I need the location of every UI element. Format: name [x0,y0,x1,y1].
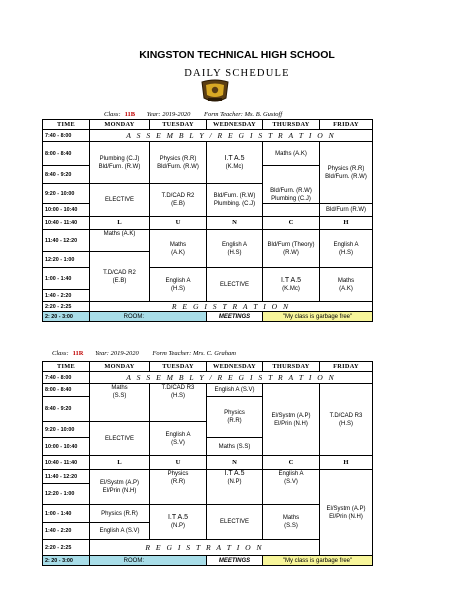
header-monday: MONDAY [90,120,150,130]
lunch-letter: U [150,456,207,470]
assembly-band: A S S E M B L Y / R E G I S T R A T I O N [90,372,373,384]
time-slot: 2:20 - 2:25 [43,302,90,312]
time-slot: 11:40 - 12:20 [43,230,90,252]
header-time: TIME [43,120,90,130]
class-cell: English A (H.S) [207,230,263,268]
class-cell: Maths (A.K) [90,230,150,252]
s2-teacher-value: Mrs. C. Graham [192,350,236,357]
header-wednesday: WEDNESDAY [207,120,263,130]
room-field: ROOM: [90,556,207,566]
time-slot: 1:00 - 1:40 [43,505,90,523]
time-slot: 1:00 - 1:40 [43,268,90,290]
class-motto: "My class is garbage free" [263,556,373,566]
class-cell: Physics (R.R) [207,397,263,438]
s1-teacher-label: Form Teacher: [204,111,243,118]
class-cell: English A (S.V) [207,384,263,397]
schedule-table-11r [42,361,373,566]
time-slot: 11:40 - 12:20 [43,470,90,484]
meetings-label: MEETINGS [207,556,263,566]
class-cell: T.D/CAD R3 (H.S) [320,384,373,456]
s1-class-label: Class: [104,111,121,118]
s1-year-label: Year: [146,111,161,118]
header-friday: FRIDAY [320,120,373,130]
time-slot: 1:40 - 2:20 [43,523,90,540]
time-slot: 2: 20 - 3:00 [43,312,90,322]
s1-year-value: 2019-2020 [162,111,191,118]
time-slot: 1:40 - 2:20 [43,290,90,302]
lunch-letter: U [150,217,207,230]
time-slot: 10:40 - 11:40 [43,456,90,470]
time-slot: 8:00 - 8:40 [43,142,90,166]
assembly-band: A S S E M B L Y / R E G I S T R A T I O N [90,130,373,142]
class-cell: English A (S.V) [90,523,150,540]
class-cell: Bld/Furn. (R.W) Plumbing. (C.J) [207,184,263,217]
class-cell: Bld/Furn (R.W) [320,204,373,217]
class-cell: Maths (S.S) [263,505,320,540]
class-cell: Maths (A.K) [263,142,320,166]
s1-class-value: 11B [124,111,136,118]
header-tuesday: TUESDAY [150,120,207,130]
lunch-letter: N [207,217,263,230]
meetings-label: MEETINGS [207,312,263,322]
s2-class-info [52,350,236,357]
lunch-letter: N [207,456,263,470]
school-crest-icon [197,79,233,104]
time-slot: 8:40 - 9:20 [43,397,90,422]
page-subtitle: DAILY SCHEDULE [184,68,290,79]
time-slot: 2: 20 - 3:00 [43,556,90,566]
empty-cell [263,204,320,217]
class-cell: English A (H.S) [320,230,373,268]
class-cell: English A (S.V) [150,422,207,456]
class-cell: Physics (R.R) Bld/Furn. (R.W) [150,142,207,184]
class-cell: T.D/CAD R3 (H.S) [150,384,207,422]
header-tuesday: TUESDAY [150,362,207,372]
time-slot: 9:20 - 10:00 [43,422,90,438]
registration-band: R E G I S T R A T I O N [90,302,373,312]
class-cell: El/Systm (A.P) El/Prin (N.H) [90,470,150,505]
time-slot: 12:20 - 1:00 [43,484,90,505]
time-slot: 8:00 - 8:40 [43,384,90,397]
class-cell: Maths (A.K) [150,230,207,268]
time-slot: 2:20 - 2:25 [43,540,90,556]
registration-band: R E G I S T R A T I O N [90,540,320,556]
class-cell: I.T A.5 (K.Mc) [263,268,320,302]
class-cell: English A (S.V) [263,470,320,505]
class-cell: Bld/Furn. (R.W) Plumbing (C.J) [263,166,320,204]
s1-teacher-value: Ms. B. Gustoff [244,111,283,118]
class-cell: I.T A.5 (N.P) [207,470,263,505]
class-cell: Physics (R.R) [90,505,150,523]
school-name: KINGSTON TECHNICAL HIGH SCHOOL [139,49,335,61]
s2-class-label: Class: [52,350,69,357]
time-slot: 10:00 - 10:40 [43,438,90,456]
class-cell: ELECTIVE [207,268,263,302]
s2-year-label: Year: [95,350,109,357]
time-slot: 10:40 - 11:40 [43,217,90,230]
time-slot: 7:40 - 8:00 [43,372,90,384]
class-cell: Maths (S.S) [90,384,150,422]
time-slot: 7:40 - 8:00 [43,130,90,142]
s2-class-value: 11R [72,350,84,357]
class-motto: "My class is garbage free" [263,312,373,322]
header-wednesday: WEDNESDAY [207,362,263,372]
lunch-letter: C [263,217,320,230]
lunch-letter: C [263,456,320,470]
class-cell: Maths (A.K) [320,268,373,302]
class-cell: ELECTIVE [90,422,150,456]
lunch-letter: H [320,456,373,470]
class-cell: Bld/Furn (Theory) (R.W) [263,230,320,268]
class-cell: Physics (R.R) [150,470,207,505]
time-slot: 12:20 - 1:00 [43,252,90,268]
lunch-letter: L [90,217,150,230]
s2-teacher-label: Form Teacher: [152,350,192,357]
header-monday: MONDAY [90,362,150,372]
class-cell: ELECTIVE [207,505,263,540]
class-cell: T.D/CAD R2 (E.B) [90,252,150,302]
class-cell: Plumbing (C.J) Bld/Furn. (R.W) [90,142,150,184]
header-thursday: THURSDAY [263,362,320,372]
class-cell: I.T A.5 (K.Mc) [207,142,263,184]
time-slot: 10:00 - 10:40 [43,204,90,217]
class-cell: T.D/CAD R2 (E.B) [150,184,207,217]
header-friday: FRIDAY [320,362,373,372]
lunch-letter: H [320,217,373,230]
class-cell: Maths (S.S) [207,438,263,456]
s2-year-value: 2019-2020 [110,350,139,357]
header-time: TIME [43,362,90,372]
s1-class-info [104,111,282,118]
class-cell: El/Systm (A.P) El/Prin (N.H) [263,384,320,456]
schedule-table-11b [42,119,373,322]
class-cell: English A (H.S) [150,268,207,302]
room-field: ROOM: [90,312,207,322]
time-slot: 9:20 - 10:00 [43,184,90,204]
lunch-letter: L [90,456,150,470]
header-thursday: THURSDAY [263,120,320,130]
class-cell: ELECTIVE [90,184,150,217]
class-cell: El/Systm (A.P) El/Prin (N.H) [320,470,373,556]
class-cell: I.T A.5 (N.P) [150,505,207,540]
time-slot: 8:40 - 9:20 [43,166,90,184]
class-cell: Physics (R.R) Bld/Furn. (R.W) [320,142,373,204]
